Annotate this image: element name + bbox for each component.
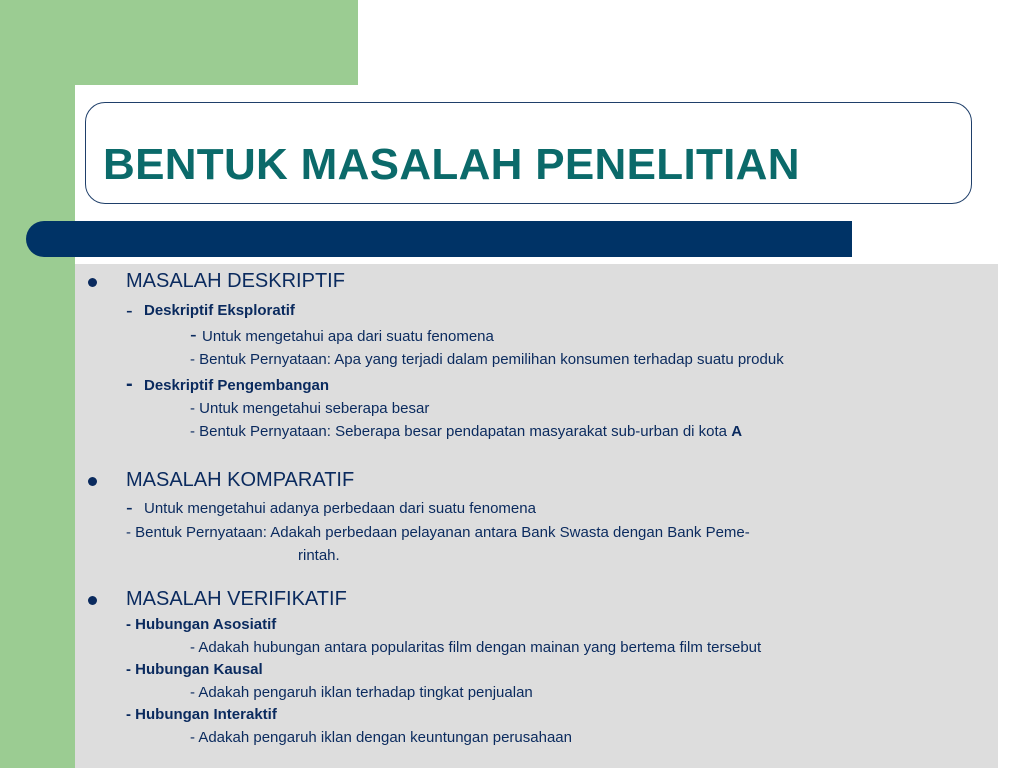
list-item: - Adakah pengaruh iklan dengan keuntungan perusahaan (190, 729, 572, 746)
list-item: - Bentuk Pernyataan: Apa yang terjadi dalam pemilihan konsumen terhadap suatu produk (190, 351, 784, 368)
list-item: - Untuk mengetahui seberapa besar (190, 400, 430, 417)
subheading-hubungan-asosiatif: - Hubungan Asosiatif (126, 616, 277, 633)
subheading-hubungan-kausal: - Hubungan Kausal (126, 661, 263, 678)
subheading-hubungan-interaktif: - Hubungan Interaktif (126, 706, 277, 723)
bullet-icon (88, 278, 97, 287)
green-accent-strip (0, 0, 75, 768)
slide-title: BENTUK MASALAH PENELITIAN (103, 140, 800, 189)
list-item: - Bentuk Pernyataan: Adakah perbedaan pelayanan antara Bank Swasta dengan Bank Peme- (126, 524, 750, 541)
subheading-deskriptif-pengembangan: Deskriptif Pengembangan (144, 377, 330, 394)
list-item-continuation: rintah. (298, 547, 340, 564)
list-dash: - (126, 300, 133, 322)
navy-divider-bar (26, 221, 852, 257)
list-item: Untuk mengetahui apa dari suatu fenomena (202, 328, 494, 345)
list-dash: - (126, 497, 133, 519)
list-item: - Bentuk Pernyataan: Seberapa besar pendapatan masyarakat sub-urban di kota A (190, 423, 743, 440)
list-dash: - (126, 373, 133, 395)
section-heading-deskriptif: MASALAH DESKRIPTIF (126, 270, 345, 292)
section-heading-verifikatif: MASALAH VERIFIKATIF (126, 588, 347, 610)
list-dash: - (190, 324, 197, 346)
list-item: - Adakah hubungan antara popularitas film dengan mainan yang bertema film tersebut (190, 639, 762, 656)
bullet-icon (88, 596, 97, 605)
bullet-icon (88, 477, 97, 486)
section-heading-komparatif: MASALAH KOMPARATIF (126, 469, 355, 491)
subheading-deskriptif-eksploratif: Deskriptif Eksploratif (144, 302, 295, 319)
list-item: Untuk mengetahui adanya perbedaan dari suatu fenomena (144, 500, 536, 517)
list-item: - Adakah pengaruh iklan terhadap tingkat penjualan (190, 684, 533, 701)
